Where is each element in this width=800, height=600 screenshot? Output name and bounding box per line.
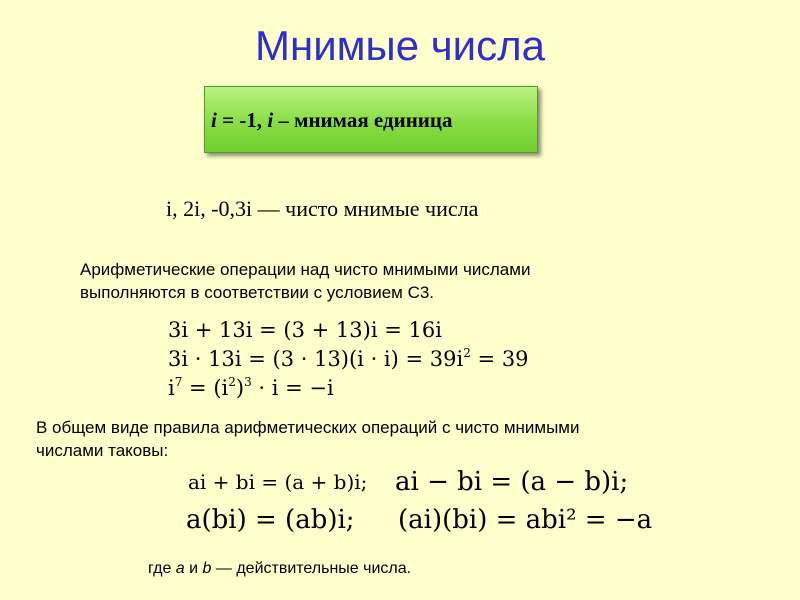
rule-subtraction: ai − bi = (a − b)i;: [395, 467, 629, 497]
equation-power: $i^7 = (i^2)^3 \cdot i = -i$: [168, 375, 334, 400]
i-symbol: i: [267, 108, 274, 132]
footnote-where: где a и b — действительные числа.: [148, 560, 412, 577]
rule-scalar-multiplication: a(bi) = (ab)i;: [186, 505, 355, 535]
definition-box: [204, 86, 538, 153]
pure-imaginary-examples: i, 2i, -0,3i — чисто мнимые числа: [166, 196, 479, 221]
definition-text: i = -1, i – мнимая единица: [211, 108, 453, 132]
i-symbol: i: [211, 108, 217, 132]
equation-sum: 3i + 13i = (3 + 13)i = 16i: [168, 318, 442, 342]
paragraph-general-rules: В общем виде правила арифметических операций с чисто мнимыми числами таковы:: [36, 418, 580, 460]
equation-product: $3i \cdot 13i = (3 \cdot 13)(i \cdot i) = 39i^2 = 39$: [168, 346, 529, 371]
paragraph-operations: Арифметические операции над чисто мнимыми числами выполняются в соответствии с условием С3.: [80, 260, 531, 302]
rule-addition: ai + bi = (a + b)i;: [188, 470, 368, 494]
slide-title: Мнимые числа: [255, 22, 545, 69]
rule-multiplication: (ai)(bi) = abi² = −a: [398, 505, 653, 535]
